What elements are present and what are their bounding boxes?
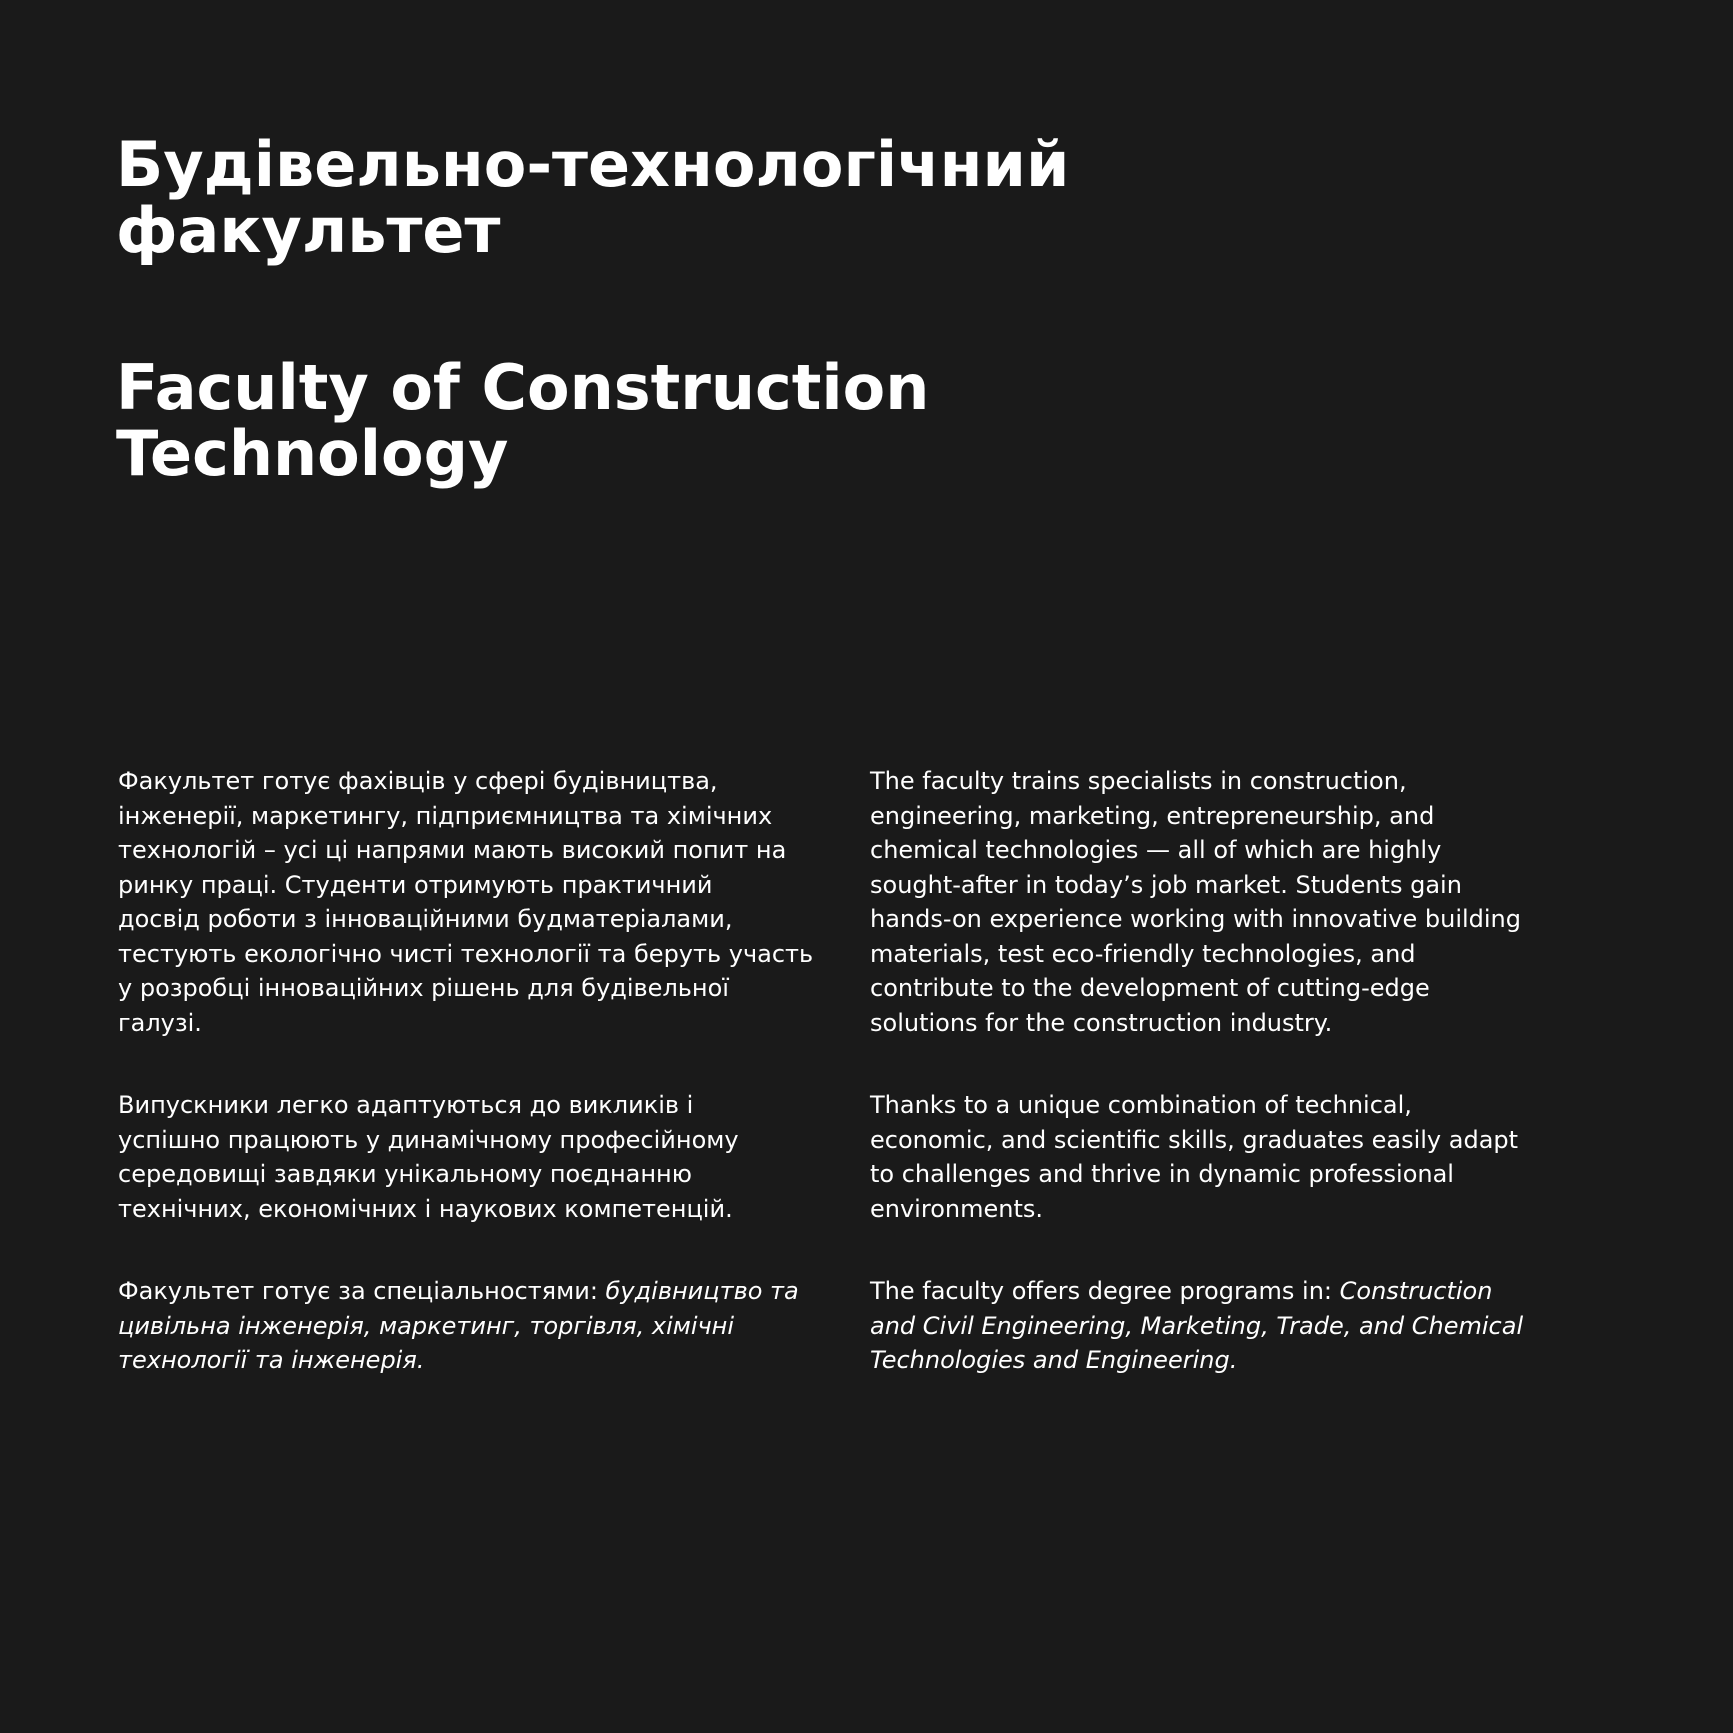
programs-lead-uk: Факультет готує за спеціальностями:: [118, 1277, 606, 1305]
page-title-ukrainian: Будівельно-технологічний факультет: [116, 128, 1070, 267]
paragraph-overview-uk: Факультет готує фахівців у сфері будівництва, інженерії, маркетингу, підприємництва та хімічних технологій – усі ці напрями мають високий попит на ринку праці. Студенти отримують практичний досвід роботи з інноваційними будматеріалами, тестують екологічно чисті технології та беруть участь у розробці інноваційних рішень для будівельної галузі.: [118, 767, 814, 1037]
paragraph-programs-uk: [118, 1274, 838, 1378]
paragraph-programs-en: [870, 1274, 1590, 1378]
paragraph-graduates-uk: Випускники легко адаптуються до викликів і успішно працюють у динамічному професійному середовищі завдяки унікальному поєднанню технічних, економічних і наукових компетенцій.: [118, 1091, 739, 1223]
page-title-english: Faculty of Construction Technology: [116, 351, 930, 490]
paragraph-overview-en: The faculty trains specialists in construction, engineering, marketing, entrepreneurship, and chemical technologies — all of which are highly sought-after in today’s job market. Students gain hands-on experience working with innovative building materials, test eco-friendly technologies, and contribute to the development of cutting-edge solutions for the construction industry.: [870, 767, 1521, 1037]
programs-lead-en: The faculty offers degree programs in:: [870, 1277, 1340, 1305]
programs-list-en: Construction and Civil Engineering, Marketing, Trade, and Chemical Technologies and Engineering.: [870, 1277, 1524, 1374]
text-column-ukrainian: [118, 764, 838, 1426]
programs-list-uk: будівництво та цивільна інженерія, маркетинг, торгівля, хімічні технології та інженерія.: [118, 1277, 799, 1374]
paragraph-graduates-en: Thanks to a unique combination of technical, economic, and scientific skills, graduates easily adapt to challenges and thrive in dynamic professional environments.: [870, 1091, 1519, 1223]
text-column-english: [870, 764, 1590, 1426]
